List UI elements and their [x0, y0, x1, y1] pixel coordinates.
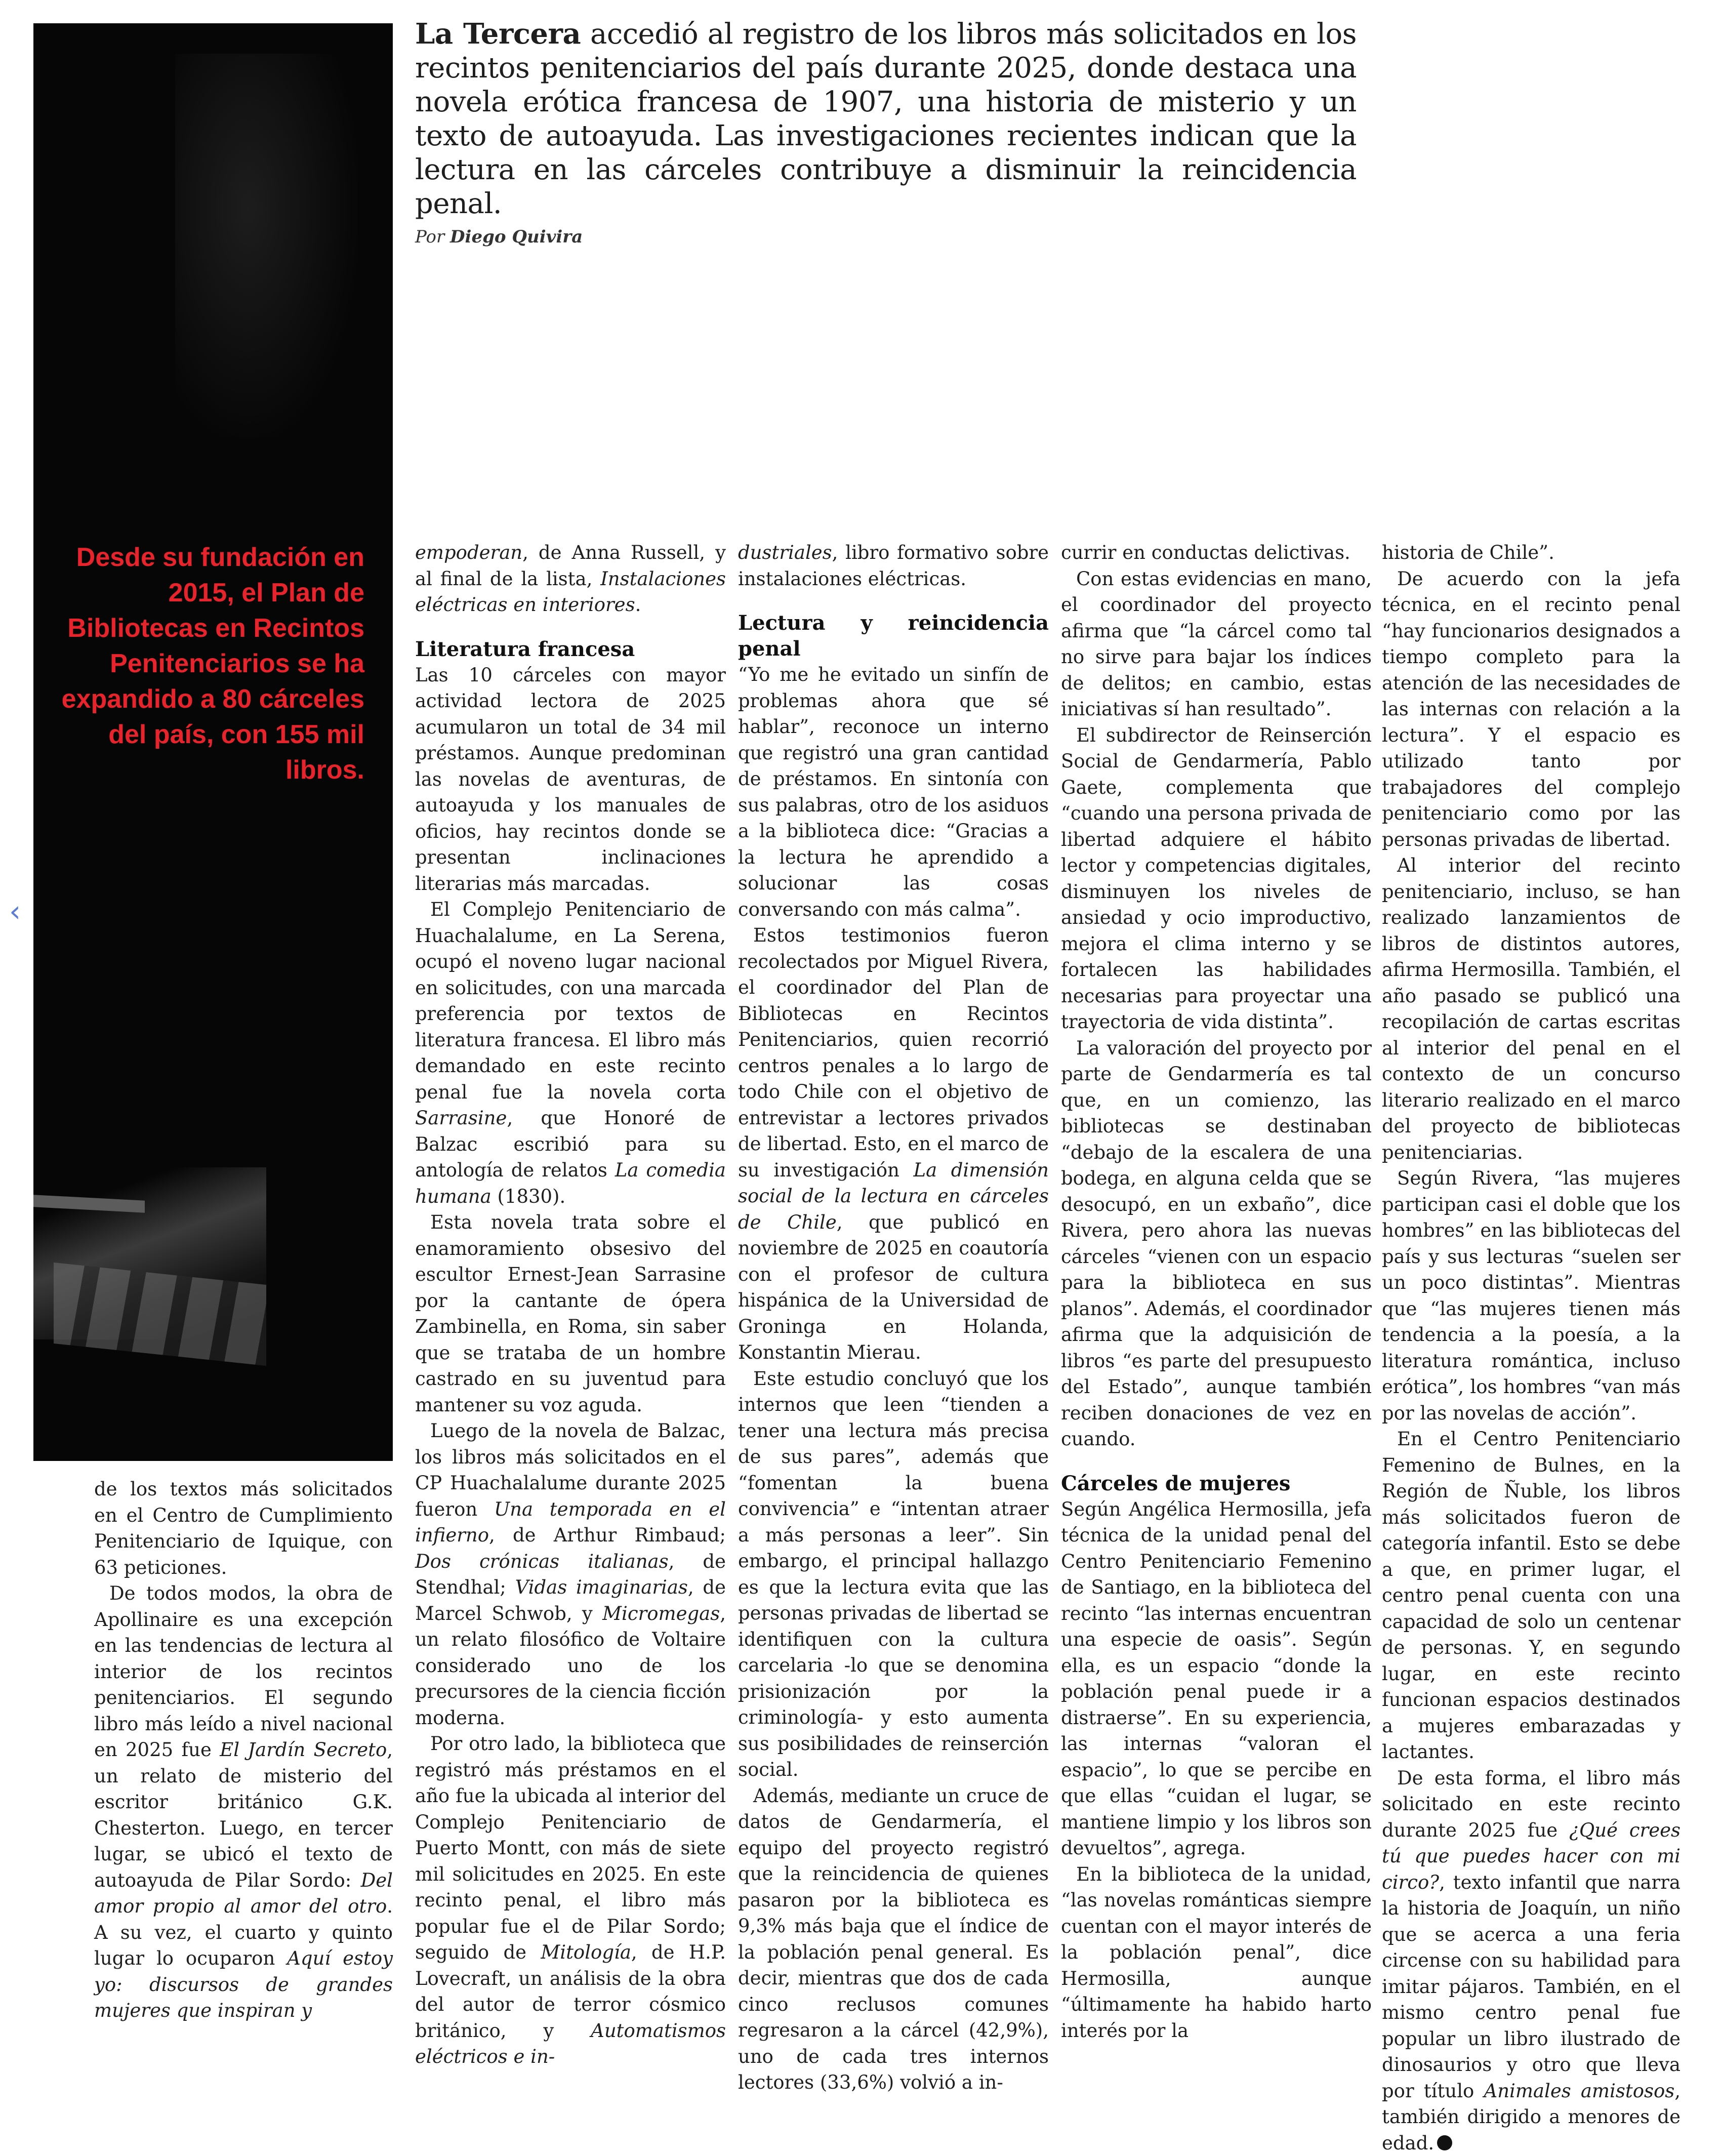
paragraph: La valoración del proyecto por parte de Gendarmería es tal que, en un comienzo, las bibliotecas se destinaban “debajo de la escalera de una bodega, en alguna celda que se desocupó, en un exbaño”, dice Rivera, pero ahora las nuevas cárceles “vienen con un espacio para la biblioteca en sus planos”. Además, el coordinador afirma que la adquisición de libros “es parte del presupuesto del Estado”, aunque también reciben donaciones de vez en cuando. — [1061, 1035, 1372, 1452]
publication-name: La Tercera — [415, 17, 581, 51]
paragraph: En la biblioteca de la unidad, “las novelas románticas siempre cuentan con el mayor interés de la población penal”, dice Hermosilla, aunque “últimamente ha habido harto interés por la — [1061, 1861, 1372, 2044]
article-column-2 — [415, 540, 726, 2070]
paragraph: Según Angélica Hermosilla, jefa técnica de la unidad penal del Centro Penitenciario Femenino de Santiago, en la biblioteca del recinto “las internas encuentran una especie de oasis”. Según ella, es un espacio “donde la población penal puede ir a distraerse”. En su experiencia, las internas “valoran el espacio”, lo que se percibe en que ellas “cuidan el lugar, se mantiene limpio y los libros son devueltos”, agrega. — [1061, 1496, 1372, 1861]
paragraph: De todos modos, la obra de Apollinaire es una excepción en las tendencias de lectura al interior de los recintos penitenciarios. El segundo libro más leído a nivel nacional en 2025 fue El Jardín Secreto, un relato de misterio del escritor británico G.K. Chesterton. Luego, en tercer lugar, se ubicó el texto de autoayuda de Pilar Sordo: Del amor propio al amor del otro. A su vez, el cuarto y quinto lugar lo ocuparon Aquí estoy yo: discursos de grandes mujeres que inspiran y — [94, 1580, 393, 2024]
paragraph: Este estudio concluyó que los internos que leen “tienden a tener una lectura más precisa de sus pares”, además que “fomentan la buena convivencia” e “intentan atraer a más personas a leer”. Sin embargo, el principal hallazgo es que la lectura evita que las personas privadas de libertad se identifiquen con la cultura carcelaria -lo que se denomina prisionización por la criminología- y esto aumenta sus posibilidades de reinserción social. — [738, 1366, 1049, 1783]
section-heading: Lectura y reincidencia penal — [738, 610, 1049, 662]
article-column-3 — [738, 540, 1049, 2096]
byline-prefix: Por — [415, 227, 444, 247]
paragraph: Esta novela trata sobre el enamoramiento obsesivo del escultor Ernest-Jean Sarrasine por la cantante de ópera Zambinella, en Roma, sin saber que se trataba de un hombre castrado en su juventud para mantener su voz aguda. — [415, 1209, 726, 1418]
end-of-article-mark — [1437, 2135, 1452, 2150]
paragraph: De acuerdo con la jefa técnica, en el recinto penal “hay funcionarios designados a tiempo completo para la atención de las necesidades de las internas con relación a la lectura”. Y el espacio es utilizado tanto por trabajadores del complejo penitenciario como por las personas privadas de libertad. — [1382, 566, 1681, 853]
paragraph: Por otro lado, la biblioteca que registró más préstamos en el año fue la ubicada al interior del Complejo Penitenciario de Puerto Montt, con más de siete mil solicitudes en 2025. En este recinto penal, el libro más popular fue el de Pilar Sordo; seguido de Mitología, de H.P. Lovecraft, un análisis de la obra del autor de terror cósmico británico, y Automatismos eléctricos e in- — [415, 1731, 726, 2070]
paragraph: Las 10 cárceles con mayor actividad lectora de 2025 acumularon un total de 34 mil préstamos. Aunque predominan las novelas de aventuras, de autoayuda y los manuales de oficios, hay recintos donde se presentan inclinaciones literarias más marcadas. — [415, 662, 726, 897]
paragraph: dustriales, libro formativo sobre instalaciones eléctricas. — [738, 540, 1049, 592]
paragraph: En el Centro Penitenciario Femenino de Bulnes, en la Región de Ñuble, los libros más solicitados fueron de categoría infantil. Esto se debe a que, en primer lugar, el centro penal cuenta con una capacidad de solo un centenar de personas. Y, en segundo lugar, en este recinto funcionan espacios destinados a mujeres embarazadas y lactantes. — [1382, 1426, 1681, 1765]
paragraph: currir en conductas delictivas. — [1061, 540, 1372, 566]
paragraph: Además, mediante un cruce de datos de Gendarmería, el equipo del proyecto registró que la reincidencia de quienes pasaron por la biblioteca es 9,3% más baja que el índice de la población penal general. Es decir, mientras que dos de cada cinco reclusos comunes regresaron a la cárcel (42,9%), uno de cada tres internos lectores (33,6%) volvió a in- — [738, 1783, 1049, 2096]
paragraph: Con estas evidencias en mano, el coordinador del proyecto afirma que “la cárcel como tal no sirve para bajar los índices de delitos; en cambio, estas iniciativas sí han resultado”. — [1061, 566, 1372, 722]
paragraph: El Complejo Penitenciario de Huachalalume, en La Serena, ocupó el noveno lugar nacional en solicitudes, con una marcada preferencia por textos de literatura francesa. El libro más demandado en este recinto penal fue la novela corta Sarrasine, que Honoré de Balzac escribió para su antología de relatos La comedia humana (1830). — [415, 897, 726, 1209]
pull-quote: Desde su fundación en 2015, el Plan de Bibliotecas en Recintos Penitenciarios se ha expandido a 80 cárceles del país, con 155 mil libros. — [61, 540, 364, 788]
paragraph: El subdirector de Reinserción Social de Gendarmería, Pablo Gaete, complementa que “cuando una persona privada de libertad adquiere el hábito lector y competencias digitales, disminuyen los niveles de ansiedad y ocio improductivo, mejora el clima interno y se fortalecen las habilidades necesarias para proyectar una trayectoria de vida distinta”. — [1061, 722, 1372, 1035]
paragraph: De esta forma, el libro más solicitado en este recinto durante 2025 fue ¿Qué crees tú que puedes hacer con mi circo?, texto infantil que narra la historia de Joaquín, un niño que se acerca a una feria circense con su habilidad para imitar pájaros. También, en el mismo centro penal fue popular un libro ilustrado de dinosaurios y otro que lleva por título Animales amistosos, también dirigido a menores de edad. — [1382, 1765, 1681, 2156]
section-heading: Literatura francesa — [415, 636, 726, 662]
paragraph: de los textos más solicitados en el Centro de Cumplimiento Penitenciario de Iquique, con 63 peticiones. — [94, 1476, 393, 1580]
lede-text: accedió al registro de los libros más solicitados en los recintos penitenciarios del país durante 2025, donde destaca una novela erótica francesa de 1907, una historia de misterio y un texto de autoayuda. Las investigaciones recientes indican que la lectura en las cárceles contribuye a disminuir la reincidencia penal. — [415, 18, 1357, 220]
paragraph: empoderan, de Anna Russell, y al final de la lista, Instalaciones eléctricas en interiores. — [415, 540, 726, 618]
article-lede — [415, 17, 1357, 221]
article-column-5 — [1382, 540, 1681, 2156]
paragraph: Según Rivera, “las mujeres participan casi el doble que los hombres” en las bibliotecas del país y sus lecturas “suelen ser un poco distintas”. Mientras que “las mujeres tienen más tendencia a la poesía, a la literatura romántica, incluso erótica”, los hombres “van más por las novelas de acción”. — [1382, 1165, 1681, 1426]
paragraph: Luego de la novela de Balzac, los libros más solicitados en el CP Huachalalume durante 2025 fueron Una temporada en el infierno, de Arthur Rimbaud; Dos crónicas italianas, de Stendhal; Vidas imaginarias, de Marcel Schwob, y Micromegas, un relato filosófico de Voltaire considerado uno de los precursores de la ciencia ficción moderna. — [415, 1418, 726, 1731]
article-column-1 — [94, 1476, 393, 2024]
byline — [415, 227, 583, 247]
author-name: Diego Quivira — [450, 227, 583, 247]
paragraph: historia de Chile”. — [1382, 540, 1681, 566]
section-heading: Cárceles de mujeres — [1061, 1471, 1372, 1496]
photo-shadow — [175, 54, 357, 438]
paragraph: Al interior del recinto penitenciario, incluso, se han realizado lanzamientos de libros de distintos autores, afirma Hermosilla. También, el año pasado se publicó una recopilación de cartas escritas al interior del penal en el contexto de un concurso literario realizado en el marco del proyecto de bibliotecas penitenciarias. — [1382, 852, 1681, 1165]
article-column-4 — [1061, 540, 1372, 2044]
paragraph: Estos testimonios fueron recolectados por Miguel Rivera, el coordinador del Plan de Bibliotecas en Recintos Penitenciarios, quien recorrió centros penales a lo largo de todo Chile con el objetivo de entrevistar a lectores privados de libertad. Esto, en el marco de su investigación La dimensión social de la lectura en cárceles de Chile, que publicó en noviembre de 2025 en coautoría con el profesor de cultura hispánica de la Universidad de Groninga en Holanda, Konstantin Mierau. — [738, 922, 1049, 1366]
chevron-left-icon[interactable]: ‹ — [9, 896, 29, 926]
paragraph: “Yo me he evitado un sinfín de problemas ahora que sé hablar”, reconoce un interno que registró una gran cantidad de préstamos. En sintonía con sus palabras, otro de los asiduos a la biblioteca dice: “Gracias a la lectura he aprendido a solucionar las cosas conversando con más calma”. — [738, 662, 1049, 922]
